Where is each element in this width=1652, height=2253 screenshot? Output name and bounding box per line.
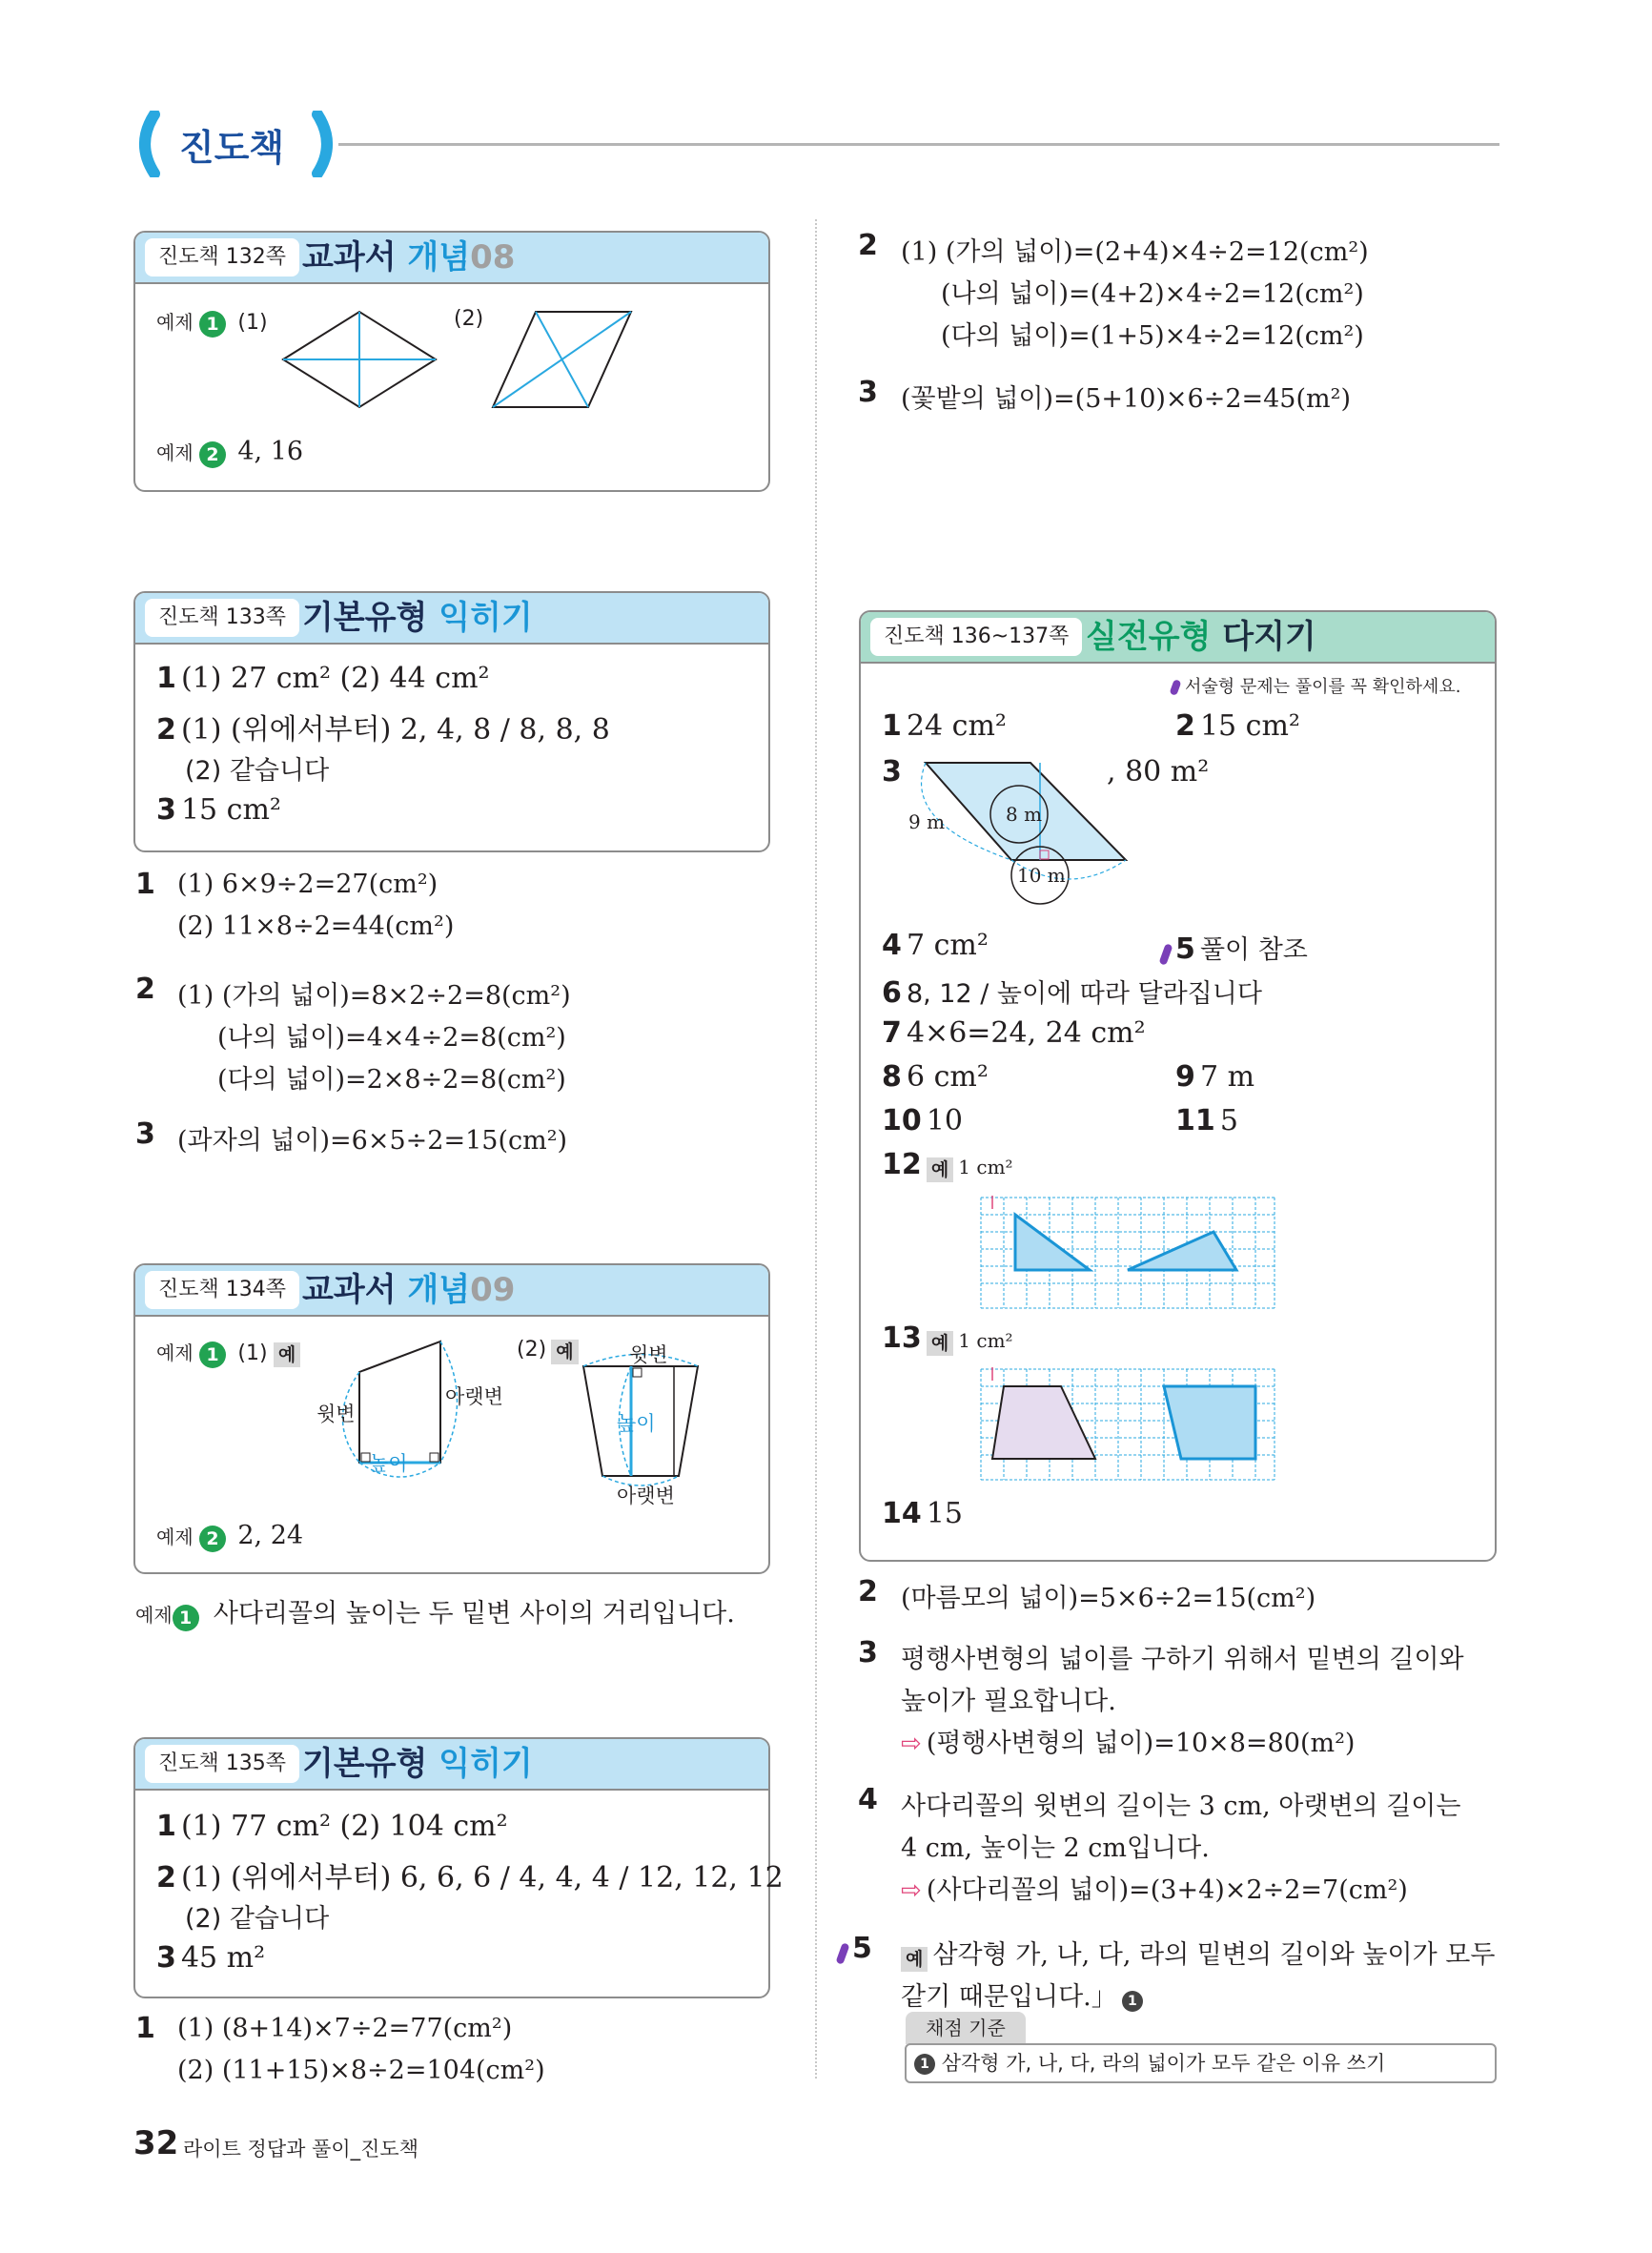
solution-line: 높이가 필요합니다. bbox=[901, 1687, 1116, 1716]
answer-1: 1 24 cm² bbox=[882, 709, 1007, 743]
answer-4: 4 7 cm² bbox=[882, 929, 989, 962]
header-badge bbox=[133, 111, 338, 177]
rhombus-diagonals-figure bbox=[278, 307, 440, 412]
pen-icon bbox=[1158, 943, 1173, 965]
answer-12: 12 예 1 cm² bbox=[882, 1148, 1013, 1181]
descriptive-note: 서술형 문제는 풀이를 꼭 확인하세요. bbox=[1172, 673, 1460, 698]
arrow-icon: ⇨ bbox=[901, 1730, 922, 1758]
page-tag: 진도책 136~137쪽 bbox=[870, 618, 1082, 656]
page-number: 32 bbox=[133, 2124, 179, 2162]
box-136-137 bbox=[859, 610, 1497, 1562]
solution-number: 2 bbox=[135, 973, 155, 1006]
solution-number: 1 bbox=[135, 2012, 155, 2045]
solution-line: (2) 11×8÷2=44(cm²) bbox=[177, 911, 455, 941]
label-bottom-side: 아랫변 bbox=[445, 1385, 503, 1408]
section-title: 실전유형 다지기 bbox=[1086, 618, 1316, 656]
section-title: 기본유형 익히기 bbox=[302, 1745, 533, 1783]
solution-line: (다의 넓이)=2×8÷2=8(cm²) bbox=[217, 1065, 566, 1095]
answer-1: 1 (1) 77 cm² (2) 104 cm² bbox=[156, 1810, 508, 1843]
solution-line: 평행사변형의 넓이를 구하기 위해서 밑변의 길이와 bbox=[901, 1645, 1464, 1674]
label-top-side: 윗변 bbox=[629, 1343, 668, 1366]
answer-2b: (2) 같습니다 bbox=[185, 1904, 330, 1934]
solution-number: 2 bbox=[858, 1575, 878, 1608]
pen-icon bbox=[835, 1942, 849, 1964]
box-135 bbox=[133, 1737, 784, 1998]
header-title: 진도책 bbox=[179, 127, 285, 169]
answer-13: 13 예 1 cm² bbox=[882, 1321, 1013, 1355]
criteria-box: 1 삼각형 가, 나, 다, 라의 넓이가 모두 같은 이유 쓰기 bbox=[905, 2043, 1497, 2083]
example-1-part2: (2) bbox=[454, 307, 484, 331]
pen-icon bbox=[1170, 679, 1182, 696]
label-height: 높이 bbox=[617, 1412, 656, 1435]
box-136-header bbox=[861, 612, 1495, 664]
answer-6: 6 8, 12 / 높이에 따라 달라집니다 bbox=[882, 976, 1262, 1010]
page-tag: 진도책 135쪽 bbox=[145, 1745, 299, 1783]
box-134-header bbox=[135, 1265, 768, 1317]
grid-triangles-figure bbox=[979, 1196, 1276, 1312]
solution-line: (나의 넓이)=(4+2)×4÷2=12(cm²) bbox=[941, 279, 1364, 309]
arrow-icon: ⇨ bbox=[901, 1876, 922, 1905]
criteria-tag: 채점 기준 bbox=[906, 2012, 1026, 2044]
parallelogram-diagonals-figure bbox=[488, 307, 641, 412]
section-title: 기본유형 익히기 bbox=[302, 599, 533, 637]
answer-10: 10 10 bbox=[882, 1104, 964, 1137]
example-2: 예제 2 2, 24 bbox=[156, 1521, 304, 1550]
box-132 bbox=[133, 231, 770, 492]
solution-line: (1) (가의 넓이)=8×2÷2=8(cm²) bbox=[177, 981, 571, 1011]
label-height: 높이 bbox=[369, 1452, 408, 1475]
label-9m: 9 m bbox=[908, 810, 946, 833]
page-tag: 진도책 134쪽 bbox=[145, 1271, 299, 1309]
solution-number: 5 bbox=[839, 1932, 872, 1965]
solution-number: 3 bbox=[858, 376, 878, 409]
solution-number: 2 bbox=[858, 229, 878, 262]
solution-line: (꽃밭의 넓이)=(5+10)×6÷2=45(m²) bbox=[901, 384, 1351, 414]
header-rule bbox=[338, 143, 1499, 146]
solution-number: 3 bbox=[135, 1117, 155, 1151]
page-tag: 진도책 132쪽 bbox=[145, 238, 299, 277]
solution-number: 1 bbox=[135, 868, 155, 901]
solution-line: 사다리꼴의 윗변의 길이는 3 cm, 아랫변의 길이는 bbox=[901, 1792, 1461, 1821]
box-135-header bbox=[135, 1739, 768, 1791]
marker-1-icon: 1 bbox=[914, 2054, 935, 2075]
answer-2: 2 (1) (위에서부터) 2, 4, 8 / 8, 8, 8 bbox=[156, 713, 610, 747]
example-1: 예제 1 (1) bbox=[156, 307, 268, 338]
footer-text: 라이트 정답과 풀이_진도책 bbox=[183, 2138, 418, 2161]
answer-2: 2 (1) (위에서부터) 6, 6, 6 / 4, 4, 4 / 12, 12, 12 bbox=[156, 1861, 784, 1895]
answer-7: 7 4×6=24, 24 cm² bbox=[882, 1016, 1146, 1050]
answer-11: 11 5 bbox=[1175, 1104, 1238, 1137]
solution-line: (다의 넓이)=(1+5)×4÷2=12(cm²) bbox=[941, 321, 1364, 351]
solution-line: (마름모의 넓이)=5×6÷2=15(cm²) bbox=[901, 1584, 1316, 1613]
answer-14: 14 15 bbox=[882, 1497, 964, 1530]
solution-line: ⇨ (사다리꼴의 넓이)=(3+4)×2÷2=7(cm²) bbox=[901, 1875, 1408, 1905]
solution-line: 같기 때문입니다.」 1 bbox=[901, 1976, 1143, 2013]
solution-line: (나의 넓이)=4×4÷2=8(cm²) bbox=[217, 1023, 566, 1053]
marker-1-icon: 1 bbox=[1122, 1991, 1143, 2012]
label-bottom-side: 아랫변 bbox=[617, 1485, 675, 1507]
box-132-header bbox=[135, 233, 768, 284]
solution-line: (1) 6×9÷2=27(cm²) bbox=[177, 870, 438, 899]
example-1: 예제 1 (1) 예 bbox=[156, 1338, 300, 1368]
answer-1: 1 (1) 27 cm² (2) 44 cm² bbox=[156, 662, 490, 695]
answer-3-number: 3 bbox=[882, 755, 902, 789]
answer-3: 3 45 m² bbox=[156, 1941, 266, 1975]
solution-number: 3 bbox=[858, 1636, 878, 1669]
solution-line: ⇨ (평행사변형의 넓이)=10×8=80(m²) bbox=[901, 1729, 1356, 1758]
answer-9: 9 7 m bbox=[1175, 1060, 1255, 1094]
label-8m: 8 m bbox=[1006, 803, 1043, 826]
section-title: 교과서 개념09 bbox=[302, 1271, 516, 1309]
solution-number: 4 bbox=[858, 1783, 878, 1816]
label-top-side: 윗변 bbox=[316, 1403, 356, 1425]
example-1-part2: (2) 예 bbox=[517, 1338, 579, 1364]
solution-line: (1) (가의 넓이)=(2+4)×4÷2=12(cm²) bbox=[901, 237, 1369, 267]
box-133 bbox=[133, 591, 770, 852]
solution-line: 4 cm, 높이는 2 cm입니다. bbox=[901, 1833, 1210, 1863]
box-133-header bbox=[135, 593, 768, 645]
solution-line: (2) (11+15)×8÷2=104(cm²) bbox=[177, 2056, 545, 2085]
answer-2b: (2) 같습니다 bbox=[185, 756, 330, 786]
column-divider bbox=[815, 219, 817, 2079]
solution-line: (과자의 넓이)=6×5÷2=15(cm²) bbox=[177, 1126, 568, 1156]
box-134 bbox=[133, 1263, 770, 1574]
answer-8: 8 6 cm² bbox=[882, 1060, 989, 1094]
answer-3-text: , 80 m² bbox=[1107, 755, 1210, 789]
section-title: 교과서 개념08 bbox=[302, 238, 516, 277]
page-tag: 진도책 133쪽 bbox=[145, 599, 299, 637]
answer-3: 3 15 cm² bbox=[156, 793, 281, 827]
solution-line: 예 삼각형 가, 나, 다, 라의 밑변의 길이와 높이가 모두 bbox=[901, 1934, 1495, 1972]
example-2: 예제 2 4, 16 bbox=[156, 437, 304, 466]
example-1-solution: 예제 1 사다리꼴의 높이는 두 밑변 사이의 거리입니다. bbox=[135, 1592, 735, 1631]
answer-2: 2 15 cm² bbox=[1175, 709, 1300, 743]
answer-5: 5 풀이 참조 bbox=[1162, 929, 1308, 966]
solution-line: (1) (8+14)×7÷2=77(cm²) bbox=[177, 2014, 513, 2043]
grid-trapezoids-figure bbox=[979, 1367, 1276, 1484]
label-10m: 10 m bbox=[1017, 864, 1066, 887]
